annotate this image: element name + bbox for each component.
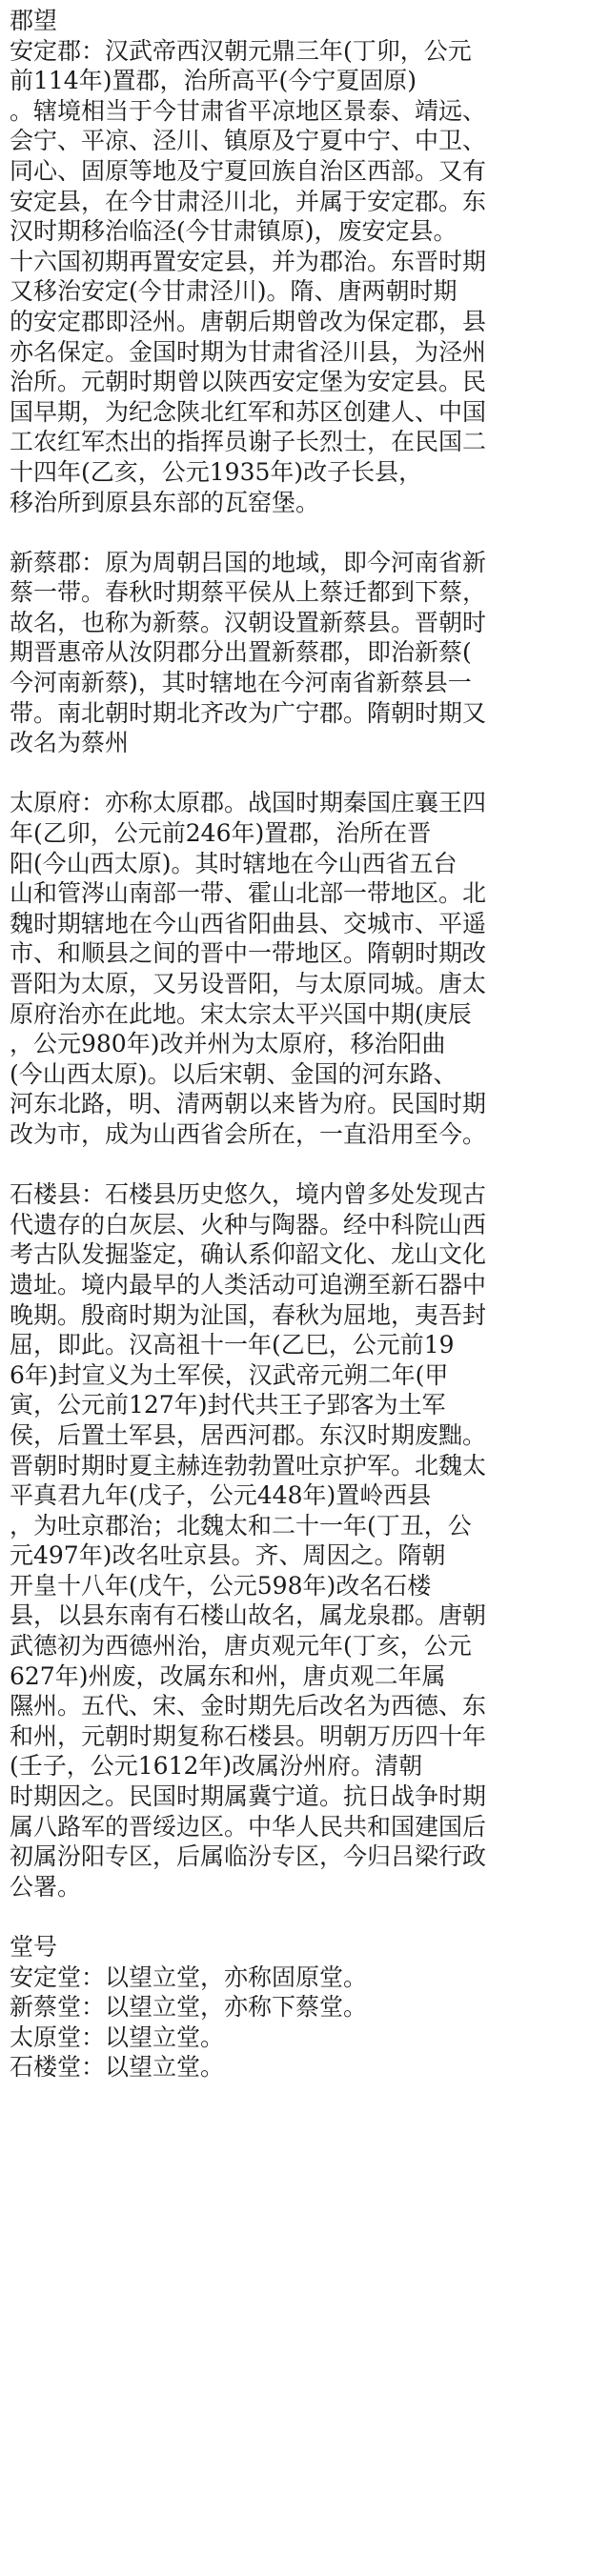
text-line: 国早期，为纪念陕北红军和苏区创建人、中国 bbox=[10, 397, 487, 426]
text-line: 石楼堂：以望立堂。 bbox=[10, 2053, 225, 2082]
text-line: ，为吐京郡治；北魏太和二十一年(丁丑，公 bbox=[10, 1511, 472, 1540]
text-line: 公署。 bbox=[10, 1872, 82, 1901]
text-line: 6年)封宣义为土军侯，汉武帝元朔二年(甲 bbox=[10, 1360, 449, 1389]
text-line: 侯，后置土军县，居西河郡。东汉时期废黜。 bbox=[10, 1420, 487, 1449]
text-line: 安定郡：汉武帝西汉朝元鼎三年(丁卯，公元 bbox=[10, 36, 472, 65]
text-line: 屈，即此。汉高祖十一年(乙巳，公元前19 bbox=[10, 1331, 455, 1359]
text-line: ，公元980年)改并州为太原府，移治阳曲 bbox=[10, 1030, 446, 1058]
text-line: 汉时期移治临泾(今甘肃镇原)，废安定县。 bbox=[10, 217, 458, 246]
text-line: 魏时期辖地在今山西省阳曲县、交城市、平遥 bbox=[10, 909, 487, 937]
section-shilou bbox=[10, 1179, 599, 1902]
text-line: 期晋惠帝从汝阴郡分出置新蔡郡，即治新蔡( bbox=[10, 638, 472, 667]
text-line: 初属汾阳专区，后属临汾专区，今归吕梁行政 bbox=[10, 1842, 487, 1871]
text-line: 又移治安定(今甘肃泾川)。隋、唐两朝时期 bbox=[10, 277, 458, 306]
paragraph-gap bbox=[10, 1150, 599, 1180]
text-line: 和州，元朝时期复称石楼县。明朝万历四十年 bbox=[10, 1721, 487, 1750]
text-line: 前114年)置郡，治所高平(今宁夏固原) bbox=[10, 67, 417, 95]
text-line: 晋朝时期时夏主赫连勃勃置吐京护军。北魏太 bbox=[10, 1451, 487, 1479]
text-line: 时期因之。民国时期属冀宁道。抗日战争时期 bbox=[10, 1782, 487, 1811]
paragraph-gap bbox=[10, 517, 599, 548]
text-line: 十四年(乙亥，公元1935年)改子长县， bbox=[10, 457, 423, 486]
text-line: 平真君九年(戊子，公元448年)置岭西县 bbox=[10, 1481, 432, 1510]
text-line: 县，以县东南有石楼山故名，属龙泉郡。唐朝 bbox=[10, 1601, 487, 1630]
section-tanghao bbox=[10, 1932, 599, 2083]
text-line: 开皇十八年(戊午，公元598年)改名石楼 bbox=[10, 1571, 432, 1600]
paragraph-gap bbox=[10, 758, 599, 789]
text-line: 市、和顺县之间的晋中一带地区。隋朝时期改 bbox=[10, 939, 487, 968]
text-line: 山和管涔山南部一带、霍山北部一带地区。北 bbox=[10, 879, 487, 908]
text-line: 安定县，在今甘肃泾川北，并属于安定郡。东 bbox=[10, 187, 487, 215]
text-line: 移治所到原县东部的瓦窑堡。 bbox=[10, 488, 320, 516]
text-line: 改为市，成为山西省会所在，一直沿用至今。 bbox=[10, 1119, 487, 1148]
section-xincai bbox=[10, 548, 599, 758]
text-line: (壬子，公元1612年)改属汾州府。清朝 bbox=[10, 1752, 423, 1781]
text-line: 考古队发掘鉴定，确认系仰韶文化、龙山文化 bbox=[10, 1240, 487, 1269]
text-line: 年(乙卯，公元前246年)置郡，治所在晋 bbox=[10, 819, 432, 848]
text-line: 寅，公元前127年)封代共王子郢客为土军 bbox=[10, 1391, 446, 1419]
paragraph-gap bbox=[10, 1902, 599, 1932]
text-line: 太原府：亦称太原郡。战国时期秦国庄襄王四 bbox=[10, 789, 487, 817]
text-line: 石楼县：石楼县历史悠久，境内曾多处发现古 bbox=[10, 1180, 487, 1209]
text-line: 隰州。五代、宋、金时期先后改名为西德、东 bbox=[10, 1692, 487, 1721]
text-line: 带。南北朝时期北齐改为广宁郡。隋朝时期又 bbox=[10, 698, 487, 727]
text-line: 会宁、平凉、泾川、镇原及宁夏中宁、中卫、 bbox=[10, 127, 487, 155]
text-line: 河东北路，明、清两朝以来皆为府。民国时期 bbox=[10, 1090, 487, 1118]
text-line: 遗址。境内最早的人类活动可追溯至新石器中 bbox=[10, 1270, 487, 1298]
text-line: 改名为蔡州 bbox=[10, 729, 130, 757]
section-anding bbox=[10, 6, 599, 517]
text-line: 太原堂：以望立堂。 bbox=[10, 2023, 225, 2051]
text-line: 属八路军的晋绥边区。中华人民共和国建国后 bbox=[10, 1812, 487, 1841]
text-line: 武德初为西德州治，唐贞观元年(丁亥，公元 bbox=[10, 1632, 472, 1660]
text-line: 。辖境相当于今甘肃省平凉地区景泰、靖远、 bbox=[10, 96, 487, 125]
text-line: 治所。元朝时期曾以陕西安定堡为安定县。民 bbox=[10, 368, 487, 396]
heading-tanghao: 堂号 bbox=[10, 1933, 58, 1961]
section-taiyuan bbox=[10, 788, 599, 1149]
text-line: (今山西太原)。以后宋朝、金国的河东路、 bbox=[10, 1059, 458, 1088]
text-line: 工农红军杰出的指挥员谢子长烈士，在民国二 bbox=[10, 428, 487, 456]
text-line: 阳(今山西太原)。其时辖地在今山西省五台 bbox=[10, 849, 458, 877]
text-line: 亦名保定。金国时期为甘肃省泾川县，为泾州 bbox=[10, 337, 487, 366]
text-line: 故名，也称为新蔡。汉朝设置新蔡县。晋朝时 bbox=[10, 608, 487, 636]
text-line: 安定堂：以望立堂，亦称固原堂。 bbox=[10, 1962, 368, 1991]
text-line: 新蔡郡：原为周朝吕国的地域，即今河南省新 bbox=[10, 548, 487, 576]
text-line: 新蔡堂：以望立堂，亦称下蔡堂。 bbox=[10, 1993, 368, 2022]
text-line: 的安定郡即泾州。唐朝后期曾改为保定郡，县 bbox=[10, 307, 487, 335]
text-line: 原府治亦在此地。宋太宗太平兴国中期(庚辰 bbox=[10, 999, 472, 1028]
text-line: 蔡一带。春秋时期蔡平侯从上蔡迁都到下蔡， bbox=[10, 578, 487, 607]
text-line: 627年)州废，改属东和州，唐贞观二年属 bbox=[10, 1661, 446, 1690]
text-line: 十六国初期再置安定县，并为郡治。东晋时期 bbox=[10, 247, 487, 275]
text-line: 代遗存的白灰层、火种与陶器。经中科院山西 bbox=[10, 1210, 487, 1238]
text-line: 晋阳为太原，又另设晋阳，与太原同城。唐太 bbox=[10, 970, 487, 997]
text-line: 今河南新蔡)，其时辖地在今河南省新蔡县一 bbox=[10, 669, 472, 697]
text-line: 同心、固原等地及宁夏回族自治区西部。又有 bbox=[10, 156, 487, 185]
text-line: 元497年)改名吐京县。齐、周因之。隋朝 bbox=[10, 1541, 446, 1570]
text-line: 晚期。殷商时期为沚国，春秋为屈地，夷吾封 bbox=[10, 1300, 487, 1329]
heading-junwang: 郡望 bbox=[10, 7, 58, 34]
